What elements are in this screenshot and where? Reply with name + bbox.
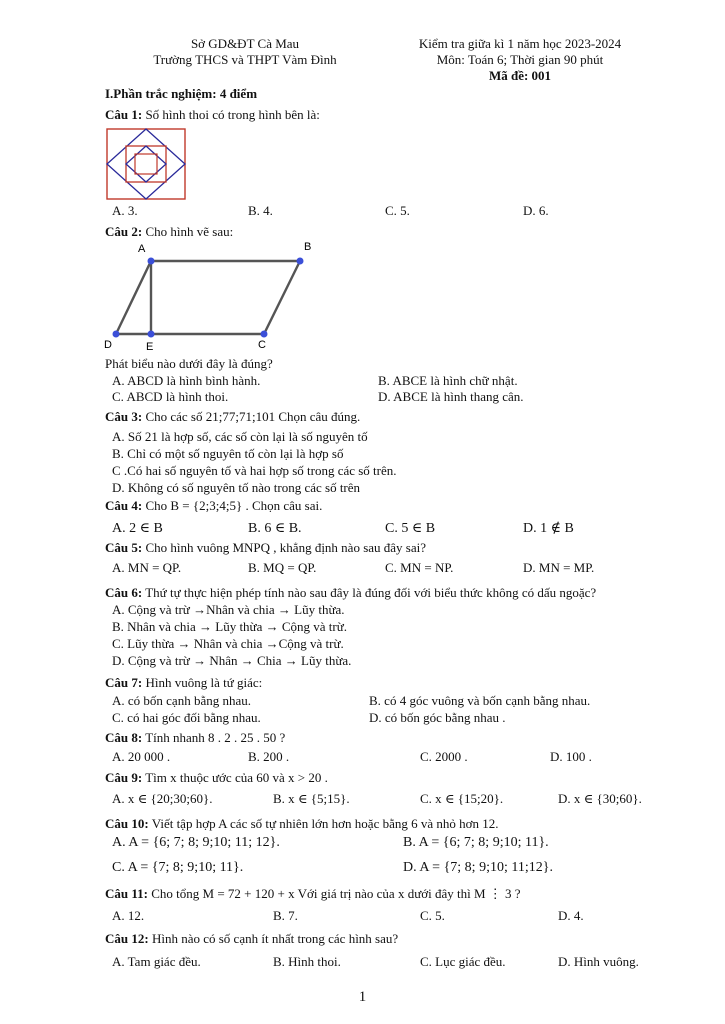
exam-title: Kiểm tra giữa kì 1 năm học 2023-2024 xyxy=(418,36,622,51)
q2-option-d: D. ABCE là hình thang cân. xyxy=(378,389,524,404)
q7-option-b: B. có 4 góc vuông và bốn cạnh bằng nhau. xyxy=(369,693,591,708)
q12-option-a: A. Tam giác đều. xyxy=(112,954,201,969)
q7-option-d: D. có bốn góc bằng nhau . xyxy=(369,710,506,725)
parallelogram-figure xyxy=(100,238,325,353)
question-10: Câu 10: Viết tập hợp A các số tự nhiên lớn hơn hoặc bằng 6 và nhỏ hơn 12. xyxy=(105,816,499,831)
question-8: Câu 8: Tính nhanh 8 . 2 . 25 . 50 ? xyxy=(105,730,286,745)
vertex-label-b: B xyxy=(304,241,312,253)
q4-option-c: C. 5 ∈ B xyxy=(385,521,436,536)
q12-option-c: C. Lục giác đều. xyxy=(420,954,506,969)
question-12: Câu 12: Hình nào có số cạnh ít nhất trong các hình sau? xyxy=(105,931,399,946)
vertex-label-e: E xyxy=(146,341,154,353)
q2-prompt: Phát biểu nào dưới đây là đúng? xyxy=(105,356,273,371)
q4-option-d: D. 1 ∉ B xyxy=(523,521,574,536)
q6-option-d: D. Cộng và trừ → Nhân → Chia → Lũy thừa. xyxy=(112,653,352,668)
question-3: Câu 3: Cho các số 21;77;71;101 Chọn câu đúng. xyxy=(105,409,361,424)
q11-option-d: D. 4. xyxy=(558,908,584,923)
q4-option-a: A. 2 ∈ B xyxy=(112,521,163,536)
rhombus-figure xyxy=(105,127,187,201)
q8-option-d: D. 100 . xyxy=(550,749,592,764)
q10-option-a: A. A = {6; 7; 8; 9;10; 11; 12}. xyxy=(112,835,280,850)
q3-option-b: B. Chỉ có một số nguyên tố còn lại là hợp số xyxy=(112,446,344,461)
q3-option-a: A. Số 21 là hợp số, các số còn lại là số nguyên tố xyxy=(112,429,368,444)
section-title: I.Phần trắc nghiệm: 4 điểm xyxy=(105,86,258,101)
school-department: Sở GD&ĐT Cà Mau xyxy=(190,36,300,51)
q5-option-d: D. MN = MP. xyxy=(523,560,595,575)
q10-option-b: B. A = {6; 7; 8; 9;10; 11}. xyxy=(403,835,549,850)
vertex-label-d: D xyxy=(104,339,112,351)
q2-option-c: C. ABCD là hình thoi. xyxy=(112,389,229,404)
exam-code: Mã đề: 001 xyxy=(488,68,552,83)
q6-option-b: B. Nhân và chia → Lũy thừa → Cộng và trừ. xyxy=(112,619,348,634)
page-number: 1 xyxy=(358,989,367,1005)
q9-option-b: B. x ∈ {5;15}. xyxy=(273,791,350,806)
q3-option-c: C .Có hai số nguyên tố và hai hợp số trong các số trên. xyxy=(112,463,397,478)
question-6: Câu 6: Thứ tự thực hiện phép tính nào sau đây là đúng đối với biểu thức không có dấu ngoặc? xyxy=(105,585,597,600)
q6-option-a: A. Cộng và trừ →Nhân và chia → Lũy thừa. xyxy=(112,602,345,617)
q1-option-c: C. 5. xyxy=(385,203,410,218)
q6-option-c: C. Lũy thừa → Nhân và chia →Cộng và trừ. xyxy=(112,636,344,651)
vertex-label-c: C xyxy=(258,339,266,351)
q7-option-c: C. có hai góc đối bằng nhau. xyxy=(112,710,261,725)
q8-option-c: C. 2000 . xyxy=(420,749,468,764)
q2-option-b: B. ABCE là hình chữ nhật. xyxy=(378,373,518,388)
q5-option-b: B. MQ = QP. xyxy=(248,560,317,575)
question-5: Câu 5: Cho hình vuông MNPQ , khẳng định nào sau đây sai? xyxy=(105,540,427,555)
q1-option-a: A. 3. xyxy=(112,203,138,218)
q12-option-d: D. Hình vuông. xyxy=(558,954,639,969)
question-9: Câu 9: Tìm x thuộc ước của 60 và x > 20 . xyxy=(105,770,328,785)
question-2: Câu 2: Cho hình vẽ sau: xyxy=(105,224,234,239)
q12-option-b: B. Hình thoi. xyxy=(273,954,341,969)
q5-option-a: A. MN = QP. xyxy=(112,560,182,575)
vertex-label-a: A xyxy=(138,243,146,255)
question-4: Câu 4: Cho B = {2;3;4;5} . Chọn câu sai. xyxy=(105,498,323,513)
q10-option-c: C. A = {7; 8; 9;10; 11}. xyxy=(112,860,244,875)
q9-option-c: C. x ∈ {15;20}. xyxy=(420,791,504,806)
question-1: Câu 1: Số hình thoi có trong hình bên là: xyxy=(105,107,320,122)
q1-option-d: D. 6. xyxy=(523,203,549,218)
q11-option-b: B. 7. xyxy=(273,908,298,923)
q11-option-a: A. 12. xyxy=(112,908,145,923)
exam-subject: Môn: Toán 6; Thời gian 90 phút xyxy=(436,52,604,67)
question-11: Câu 11: Cho tổng M = 72 + 120 + x Với giá trị nào của x dưới đây thì M ⋮ 3 ? xyxy=(105,886,521,901)
q2-option-a: A. ABCD là hình bình hành. xyxy=(112,373,261,388)
q1-option-b: B. 4. xyxy=(248,203,273,218)
q9-option-a: A. x ∈ {20;30;60}. xyxy=(112,791,213,806)
q8-option-b: B. 200 . xyxy=(248,749,290,764)
q8-option-a: A. 20 000 . xyxy=(112,749,171,764)
q9-option-d: D. x ∈ {30;60}. xyxy=(558,791,642,806)
q10-option-d: D. A = {7; 8; 9;10; 11;12}. xyxy=(403,860,553,875)
question-7: Câu 7: Hình vuông là tứ giác: xyxy=(105,675,263,690)
q5-option-c: C. MN = NP. xyxy=(385,560,454,575)
q7-option-a: A. có bốn cạnh bằng nhau. xyxy=(112,693,251,708)
school-name: Trường THCS và THPT Vàm Đình xyxy=(153,52,337,67)
q11-option-c: C. 5. xyxy=(420,908,445,923)
q3-option-d: D. Không có số nguyên tố nào trong các số trên xyxy=(112,480,361,495)
q4-option-b: B. 6 ∈ B. xyxy=(248,521,302,536)
